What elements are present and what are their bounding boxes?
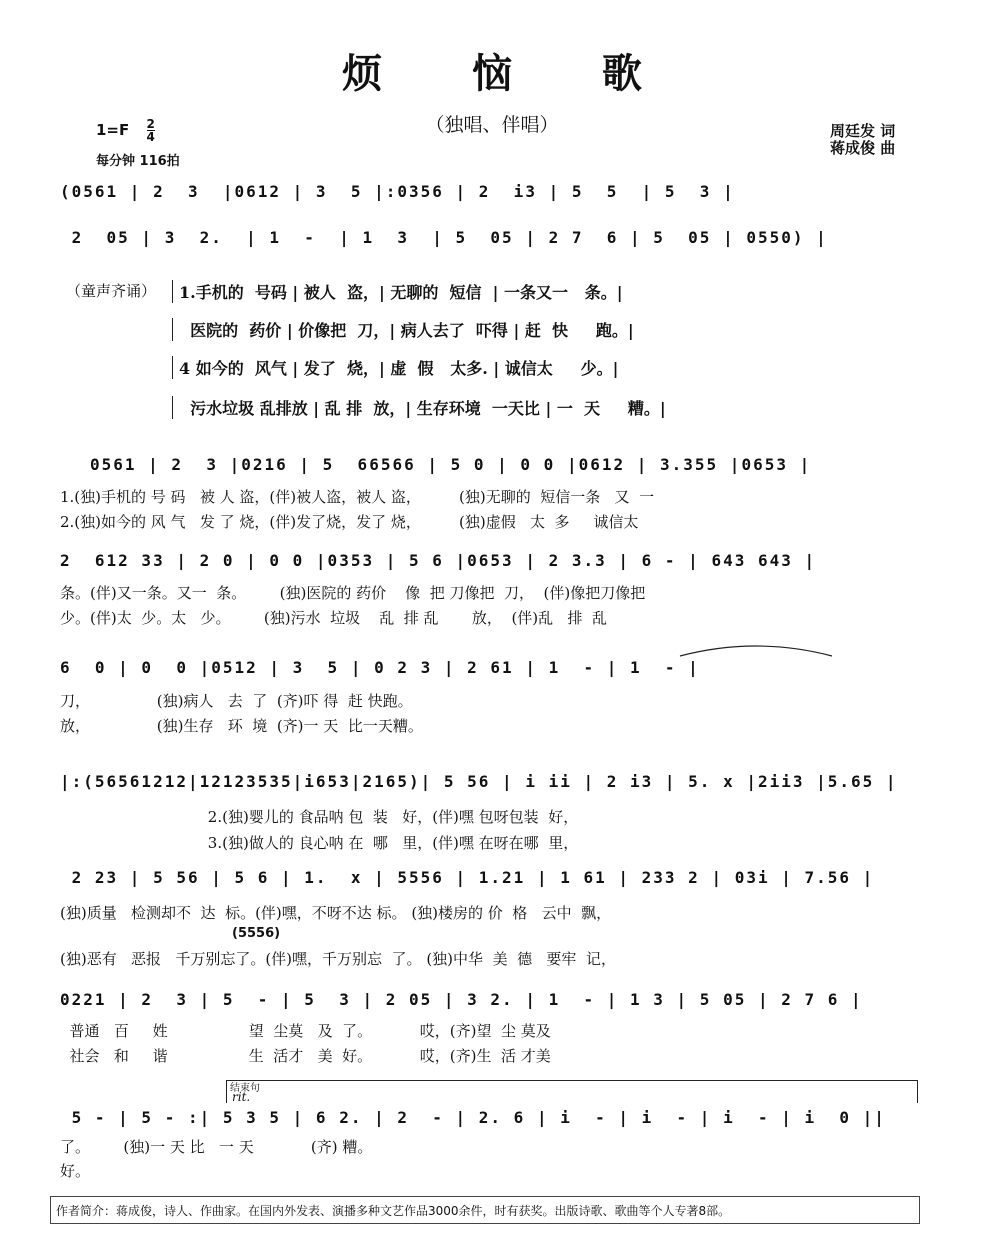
system-7-lyric-2: 好。 — [60, 1162, 91, 1180]
system-7-notes: 5 - | 5 - :| 5 3 5 | 6 2. | 2 - | 2. 6 | i - | i - | i - | i 0 || — [60, 1108, 886, 1127]
ritardando-marking: rit. — [232, 1090, 251, 1104]
author-bio: 作者简介：蒋成俊，诗人、作曲家。在国内外发表、演播多种文艺作品3000余件，时有获奖。出版诗歌、歌曲等个人专著8部。 — [56, 1204, 731, 1218]
time-sig-top: 2 — [146, 117, 155, 131]
system-3-slur — [676, 640, 836, 660]
system-2-notes: 2 612 33 | 2 0 | 0 0 |0353 | 5 6 |0653 | 2 3.3 | 6 - | 643 643 | — [60, 551, 817, 570]
system-1-notes: 0561 | 2 3 |0216 | 5 66566 | 5 0 | 0 0 |0612 | 3.355 |0653 | — [90, 455, 812, 474]
time-signature — [147, 118, 155, 143]
system-6-notes: 0221 | 2 3 | 5 - | 5 3 | 2 05 | 3 2. | 1 - | 1 3 | 5 05 | 2 7 6 | — [60, 990, 863, 1009]
ending-bracket — [226, 1080, 918, 1103]
system-6-lyric-1: 普通 百 姓 望 尘莫 及 了。 哎，(齐)望 尘 莫及 — [60, 1022, 551, 1040]
ending-label: 结束句 — [230, 1083, 260, 1094]
intro-line-1: (0561 | 2 3 |0612 | 3 5 |:0356 | 2 i3 | 5 5 | 5 3 | — [60, 182, 735, 201]
key-signature — [96, 118, 155, 143]
system-4-notes: |:(56561212|12123535|i653|2165)| 5 56 | i ii | 2 i3 | 5. x |2ii3 |5.65 | — [60, 772, 898, 791]
system-5-lyric-2: (独)恶有 恶报 千万别忘了。(伴)嘿，千万别忘 了。 (独)中华 美 德 要牢 记， — [60, 950, 616, 968]
system-5-small-note: (5556) — [232, 926, 281, 941]
system-7-lyric-1: 了。 (独)一 天 比 一 天 (齐) 糟。 — [60, 1138, 373, 1156]
recitation-row-1: 1.手机的 号码 | 被人 盗，| 无聊的 短信 | 一条又一 条。| — [172, 280, 623, 303]
system-4-lyric-2: 3.(独)做人的 良心呐 在 哪 里，(伴)嘿 在呀在哪 里， — [60, 834, 579, 852]
system-5-lyric-1: (独)质量 检测却不 达 标。(伴)嘿，不呀不达 标。 (独)楼房的 价 格 云中 飘， — [60, 904, 612, 922]
time-sig-bottom: 4 — [146, 130, 155, 144]
composer-credit: 蒋成俊 曲 — [830, 139, 896, 157]
system-4-lyric-1: 2.(独)婴儿的 食品呐 包 装 好，(伴)嘿 包呀包装 好， — [60, 808, 579, 826]
system-3-lyric-2: 放， (独)生存 环 境 (齐)一 天 比一天糟。 — [60, 717, 423, 735]
system-5-notes: 2 23 | 5 56 | 5 6 | 1. x | 5556 | 1.21 | 1 61 | 233 2 | 03i | 7.56 | — [60, 868, 875, 887]
system-1-lyric-1: 1.(独)手机的 号 码 被 人 盗，(伴)被人盗，被人 盗， (独)无聊的 短信一条 又 一 — [60, 488, 655, 506]
system-2-lyric-1: 条。(伴)又一条。又一 条。 (独)医院的 药价 像 把 刀像把 刀， (伴)像把刀像把 — [60, 584, 646, 602]
system-3-notes: 6 0 | 0 0 |0512 | 3 5 | 0 2 3 | 2 61 | 1 - | 1 - | — [60, 658, 700, 677]
recitation-row-4: 污水垃圾 乱排放 | 乱 排 放，| 生存环境 一天比 | 一 天 糟。| — [172, 396, 666, 419]
key-label: 1=F — [96, 121, 130, 139]
system-6-lyric-2: 社会 和 谐 生 活才 美 好。 哎，(齐)生 活 才美 — [60, 1047, 551, 1065]
system-3-lyric-1: 刀， (独)病人 去 了 (齐)吓 得 赶 快跑。 — [60, 692, 413, 710]
tempo-marking: 每分钟 116拍 — [96, 154, 180, 169]
recitation-row-3: 4 如今的 风气 | 发了 烧，| 虚 假 太多. | 诚信太 少。| — [172, 356, 618, 379]
intro-line-2: 2 05 | 3 2. | 1 - | 1 3 | 5 05 | 2 7 6 | 5 05 | 0550) | — [60, 228, 828, 247]
recitation-label: （童声齐诵） — [66, 282, 157, 300]
lyricist-credit: 周廷发 词 — [830, 122, 896, 140]
page-title: 烦 恼 歌 — [342, 50, 680, 97]
recitation-row-2: 医院的 药价 | 价像把 刀，| 病人去了 吓得 | 赶 快 跑。| — [172, 318, 634, 341]
subtitle: （独唱、伴唱） — [425, 114, 559, 136]
system-1-lyric-2: 2.(独)如今的 风 气 发 了 烧，(伴)发了烧，发了 烧， (独)虚假 太 多 诚信太 — [60, 513, 639, 531]
system-2-lyric-2: 少。(伴)太 少。太 少。 (独)污水 垃圾 乱 排 乱 放， (伴)乱 排 乱 — [60, 609, 607, 627]
